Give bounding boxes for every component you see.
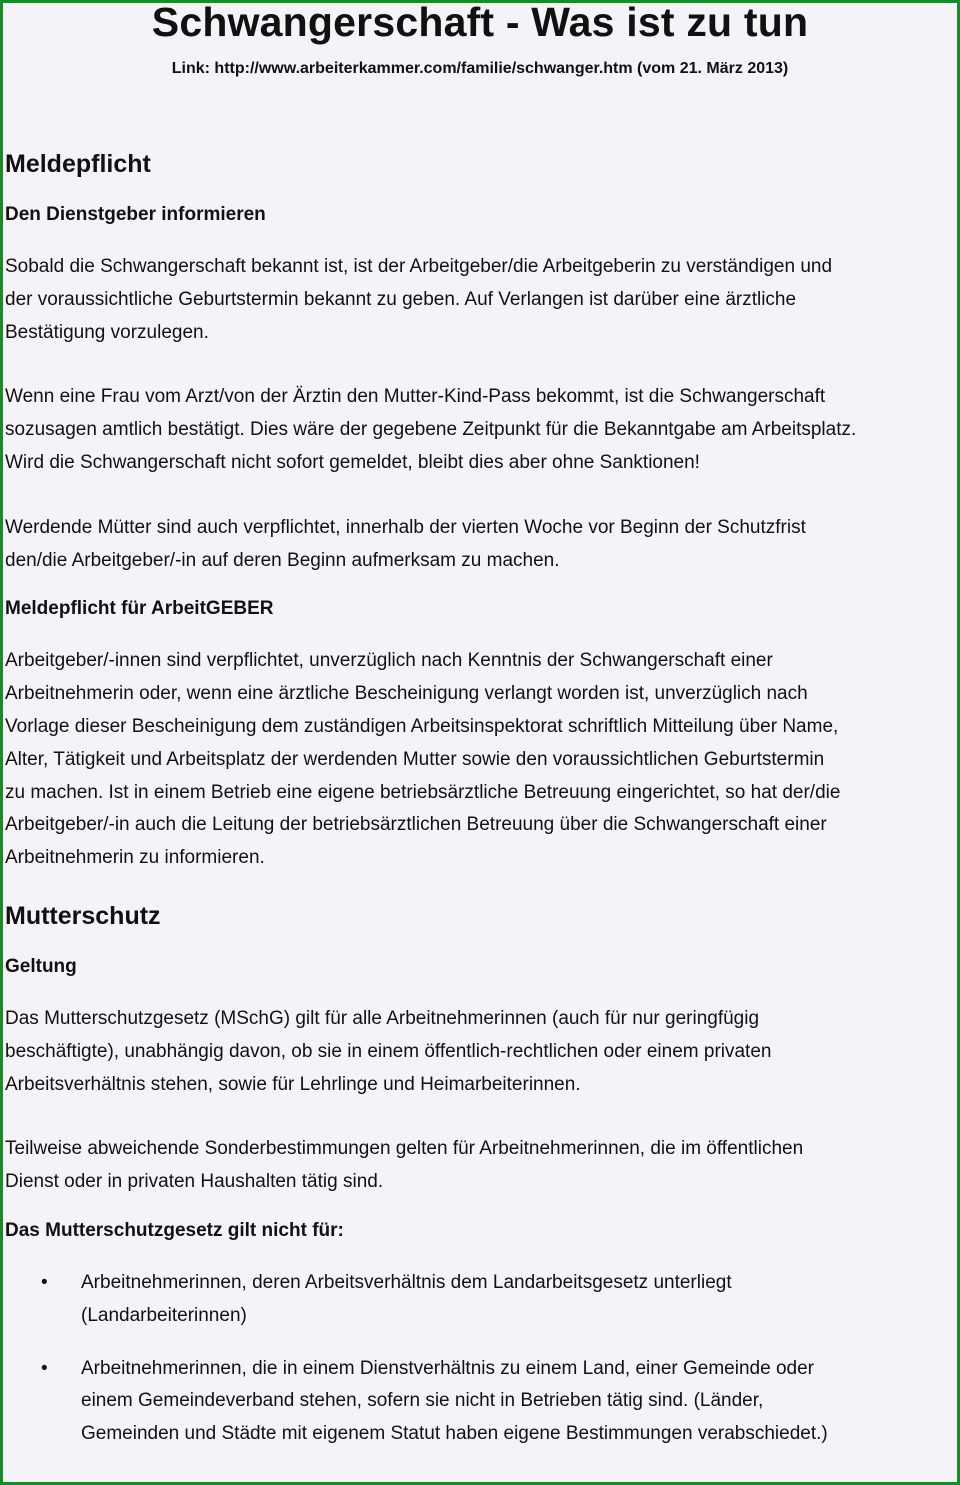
bullet-icon: •	[41, 1357, 48, 1379]
paragraph-meldepflicht-2	[5, 381, 957, 479]
document-body	[3, 147, 957, 1451]
text-line: beschäftigte), unabhängig davon, ob sie in einem öffentlich-rechtlichen oder einem privaten	[5, 1040, 772, 1062]
text-line: Wenn eine Frau vom Arzt/von der Ärztin den Mutter-Kind-Pass bekommt, ist die Schwangerschaft	[5, 386, 826, 408]
paragraph-meldepflicht-3	[5, 512, 957, 578]
text-line: Arbeitgeber/-in auch die Leitung der betriebsärztlichen Betreuung über die Schwangerschaft einer	[5, 814, 827, 836]
text-line: Das Mutterschutzgesetz (MSchG) gilt für alle Arbeitnehmerinnen (auch für nur geringfügig	[5, 1007, 760, 1029]
subheading-gilt-nicht-fuer: Das Mutterschutzgesetz gilt nicht für:	[5, 1219, 344, 1241]
section-heading-mutterschutz: Mutterschutz	[5, 901, 161, 930]
paragraph-geltung-2	[5, 1133, 957, 1199]
text-line: Arbeitnehmerinnen, deren Arbeitsverhältnis dem Landarbeitsgesetz unterliegt	[81, 1271, 732, 1293]
list-item	[5, 1267, 957, 1333]
text-line: zu machen. Ist in einem Betrieb eine eigene betriebsärztliche Betreuung eingerichtet, so hat der/die	[5, 781, 841, 803]
section-heading-meldepflicht: Meldepflicht	[5, 150, 151, 178]
text-line: Arbeitnehmerin oder, wenn eine ärztliche Bescheinigung verlangt worden ist, unverzüglich nach	[5, 683, 808, 705]
subheading-dienstgeber-informieren: Den Dienstgeber informieren	[5, 204, 266, 225]
text-line: Arbeitnehmerin zu informieren.	[5, 847, 265, 869]
text-line: Sobald die Schwangerschaft bekannt ist, ist der Arbeitgeber/die Arbeitgeberin zu verständigen und	[5, 256, 833, 277]
list-item-text	[81, 1267, 957, 1333]
exclusion-list	[5, 1267, 957, 1451]
subheading-meldepflicht-arbeitgeber: Meldepflicht für ArbeitGEBER	[5, 598, 274, 620]
text-line: einem Gemeindeverband stehen, sofern sie nicht in Betrieben tätig sind. (Länder,	[81, 1390, 764, 1412]
paragraph-geltung-1	[5, 1003, 957, 1101]
text-line: Gemeinden und Städte mit eigenem Statut haben eigene Bestimmungen verabschiedet.)	[81, 1423, 828, 1445]
text-line: Arbeitsverhältnis stehen, sowie für Lehrlinge und Heimarbeiterinnen.	[5, 1073, 581, 1095]
list-item-text	[81, 1353, 957, 1451]
paragraph-meldepflicht-arbeitgeber	[5, 645, 957, 875]
text-line: den/die Arbeitgeber/-in auf deren Beginn aufmerksam zu machen.	[5, 549, 560, 571]
subheading-geltung: Geltung	[5, 955, 77, 977]
text-line: Vorlage dieser Bescheinigung dem zuständigen Arbeitsinspektorat schriftlich Mitteilung über Name,	[5, 715, 839, 737]
bullet-icon: •	[41, 1271, 48, 1293]
text-line: Alter, Tätigkeit und Arbeitsplatz der werdenden Mutter sowie den voraussichtlichen Geburtstermin	[5, 748, 825, 770]
source-link-line: Link: http://www.arbeiterkammer.com/familie/schwanger.htm (vom 21. März 2013)	[171, 60, 789, 77]
paragraph-meldepflicht-1	[5, 251, 957, 349]
document-title: Schwangerschaft - Was ist zu tun	[151, 0, 809, 45]
text-line: Arbeitnehmerinnen, die in einem Dienstverhältnis zu einem Land, einer Gemeinde oder	[81, 1357, 814, 1379]
text-line: Wird die Schwangerschaft nicht sofort gemeldet, bleibt dies aber ohne Sanktionen!	[5, 451, 700, 473]
text-line: Werdende Mütter sind auch verpflichtet, innerhalb der vierten Woche vor Beginn der Schutzfrist	[5, 516, 806, 538]
text-line: sozusagen amtlich bestätigt. Dies wäre der gegebene Zeitpunkt für die Bekanntgabe am Arbeitsplatz.	[5, 419, 857, 441]
text-line: (Landarbeiterinnen)	[81, 1304, 247, 1326]
list-item	[5, 1353, 957, 1451]
text-line: Teilweise abweichende Sonderbestimmungen gelten für Arbeitnehmerinnen, die im öffentlichen	[5, 1138, 804, 1160]
text-line: Dienst oder in privaten Haushalten tätig sind.	[5, 1171, 384, 1193]
text-line: Arbeitgeber/-innen sind verpflichtet, unverzüglich nach Kenntnis der Schwangerschaft einer	[5, 650, 773, 672]
text-line: Bestätigung vorzulegen.	[5, 321, 209, 343]
text-line: der voraussichtliche Geburtstermin bekannt zu geben. Auf Verlangen ist darüber eine ärztliche	[5, 288, 797, 310]
